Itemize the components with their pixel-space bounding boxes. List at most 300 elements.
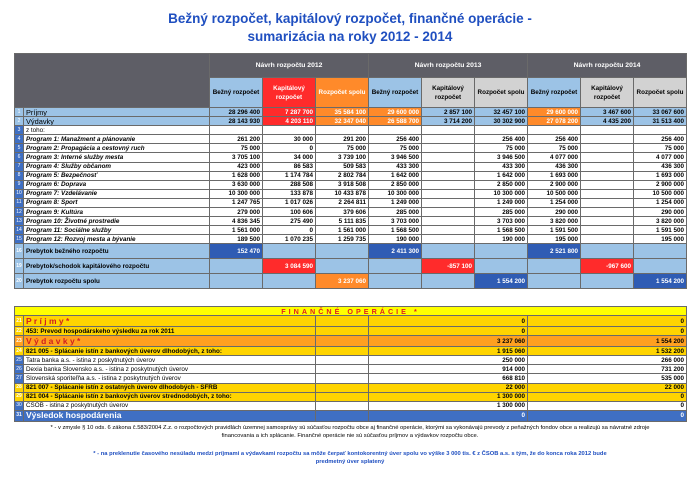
- row-label: Program 8: Šport: [24, 198, 210, 207]
- table-row: [15, 144, 687, 153]
- value-cell: 3 467 600: [581, 108, 634, 117]
- table-row: [15, 217, 687, 226]
- row-label: Program 3: Interné služby mesta: [24, 153, 210, 162]
- value-cell: 731 200: [528, 365, 687, 374]
- value-cell: 0: [369, 316, 528, 327]
- column-header: Kapitálový rozpočet: [422, 78, 475, 108]
- footnote-1-line-1: * - v zmysle § 10 ods. 6 zákona č.583/2004 Z.z. o rozpočtových pravidlách územnej samosprávy sú súčasťou rozpočtu obce aj finančné operácie, ktorými sa vykonávajú prevody z peňažných fondov obce a realizujú sa návratné zdroje: [50, 425, 650, 431]
- row-label: Program 2: Propagácia a cestovný ruch: [24, 144, 210, 153]
- value-cell: 4 203 110: [263, 117, 316, 126]
- row-number: 20: [15, 274, 24, 289]
- value-cell: [263, 244, 316, 259]
- column-header: Rozpočet spolu: [316, 78, 369, 108]
- value-cell: 26 588 700: [369, 117, 422, 126]
- value-cell: 433 300: [475, 162, 528, 171]
- value-cell: 668 810: [369, 374, 528, 383]
- value-cell: 28 296 400: [210, 108, 263, 117]
- value-cell: 3 820 000: [528, 217, 581, 226]
- value-cell: 3 237 060: [369, 336, 528, 347]
- value-cell: 2 411 300: [369, 244, 422, 259]
- value-cell: 1 568 500: [369, 226, 422, 235]
- value-cell: 10 300 000: [475, 189, 528, 198]
- row-number: 31: [15, 410, 24, 421]
- value-cell: [634, 259, 687, 274]
- row-number: 19: [15, 259, 24, 274]
- value-cell: 30 000: [263, 135, 316, 144]
- value-cell: [263, 126, 316, 135]
- row-label: Výdavky: [24, 117, 210, 126]
- year-header: Návrh rozpočtu 2013: [369, 54, 528, 78]
- table-row: [15, 208, 687, 217]
- value-cell: 1 693 000: [528, 171, 581, 180]
- empty-cell: [316, 410, 369, 421]
- value-cell: 1 249 000: [369, 198, 422, 207]
- footnote-2-line-2: predmetný úver splatený: [315, 459, 385, 465]
- value-cell: -857 100: [422, 259, 475, 274]
- value-cell: [475, 244, 528, 259]
- value-cell: 1 300 000: [369, 401, 528, 410]
- value-cell: 1 915 060: [369, 347, 528, 356]
- column-header: Rozpočet spolu: [475, 78, 528, 108]
- value-cell: 3 820 000: [634, 217, 687, 226]
- fin-row: [15, 401, 687, 410]
- value-cell: 256 400: [634, 135, 687, 144]
- value-cell: [316, 259, 369, 274]
- row-number: 7: [15, 162, 24, 171]
- value-cell: [581, 189, 634, 198]
- value-cell: [422, 189, 475, 198]
- value-cell: 423 000: [210, 162, 263, 171]
- value-cell: 436 300: [528, 162, 581, 171]
- row-number: 3: [15, 126, 24, 135]
- value-cell: 0: [263, 144, 316, 153]
- value-cell: 250 000: [369, 356, 528, 365]
- value-cell: [581, 274, 634, 289]
- fin-row: [15, 316, 687, 327]
- empty-cell: [316, 327, 369, 336]
- value-cell: [528, 274, 581, 289]
- row-label: Slovenská sporiteľňa a.s. - istina z poskytnutých úverov: [24, 374, 316, 383]
- empty-cell: [316, 383, 369, 392]
- value-cell: [369, 259, 422, 274]
- value-cell: 75 000: [634, 144, 687, 153]
- row-label: 453: Prevod hospodárskeho výsledku za rok 2011: [24, 327, 316, 336]
- row-number: 14: [15, 226, 24, 235]
- row-number: 8: [15, 171, 24, 180]
- value-cell: 75 000: [316, 144, 369, 153]
- value-cell: 29 600 000: [528, 108, 581, 117]
- value-cell: 3 703 000: [475, 217, 528, 226]
- value-cell: 1 561 000: [210, 226, 263, 235]
- value-cell: 35 584 100: [316, 108, 369, 117]
- value-cell: 100 606: [263, 208, 316, 217]
- column-header: Bežný rozpočet: [369, 78, 422, 108]
- value-cell: 285 000: [369, 208, 422, 217]
- value-cell: 275 490: [263, 217, 316, 226]
- value-cell: 10 433 878: [316, 189, 369, 198]
- value-cell: 2 850 000: [369, 180, 422, 189]
- value-cell: 190 000: [475, 235, 528, 244]
- row-label: ČSOB - istina z poskytnutých úverov: [24, 401, 316, 410]
- value-cell: 0: [263, 226, 316, 235]
- value-cell: 1 254 000: [634, 198, 687, 207]
- empty-cell: [316, 347, 369, 356]
- value-cell: 189 500: [210, 235, 263, 244]
- financial-operations-title: FINANČNÉ OPERÁCIE *: [15, 307, 687, 316]
- fin-row: [15, 383, 687, 392]
- value-cell: [422, 171, 475, 180]
- table-row: [15, 117, 687, 126]
- row-number: 16: [15, 244, 24, 259]
- year-header: Návrh rozpočtu 2012: [210, 54, 369, 78]
- row-label: 821 004 - Splácanie istín z bankových úverov strednodobých, z toho:: [24, 392, 316, 401]
- fin-row: [15, 374, 687, 383]
- value-cell: 256 400: [369, 135, 422, 144]
- value-cell: 1 628 000: [210, 171, 263, 180]
- value-cell: [369, 274, 422, 289]
- value-cell: 3 084 590: [263, 259, 316, 274]
- row-number: 22: [15, 327, 24, 336]
- value-cell: 1 554 200: [528, 336, 687, 347]
- value-cell: 75 000: [528, 144, 581, 153]
- row-number: 11: [15, 198, 24, 207]
- row-label: Výsledok hospodárenia: [24, 410, 316, 421]
- value-cell: 261 200: [210, 135, 263, 144]
- value-cell: 2 802 784: [316, 171, 369, 180]
- value-cell: 5 111 835: [316, 217, 369, 226]
- value-cell: 75 000: [369, 144, 422, 153]
- row-number: 29: [15, 392, 24, 401]
- footnote-2: [20, 450, 680, 466]
- value-cell: 291 200: [316, 135, 369, 144]
- row-label: Program 7: Vzdelávanie: [24, 189, 210, 198]
- empty-cell: [316, 392, 369, 401]
- fin-row: [15, 410, 687, 421]
- row-number: 13: [15, 217, 24, 226]
- fin-row: [15, 347, 687, 356]
- value-cell: [581, 244, 634, 259]
- row-label: 821 007 - Splácanie istín z ostatných úverov dlhodobých - ŠFRB: [24, 383, 316, 392]
- fin-row: [15, 336, 687, 347]
- footnote-1-line-2: financovania a ich splácanie. Finančné operácie nie sú súčasťou príjmov a výdavkov rozpočtu obce.: [221, 433, 479, 439]
- value-cell: [422, 126, 475, 135]
- value-cell: 75 000: [475, 144, 528, 153]
- value-cell: 2 900 000: [528, 180, 581, 189]
- value-cell: 3 714 200: [422, 117, 475, 126]
- value-cell: 2 521 800: [528, 244, 581, 259]
- value-cell: 34 000: [263, 153, 316, 162]
- value-cell: [581, 235, 634, 244]
- value-cell: [422, 180, 475, 189]
- value-cell: 0: [528, 410, 687, 421]
- value-cell: 1 254 000: [528, 198, 581, 207]
- value-cell: [581, 180, 634, 189]
- value-cell: [422, 226, 475, 235]
- value-cell: 1 642 000: [369, 171, 422, 180]
- row-label: Program 9: Kultúra: [24, 208, 210, 217]
- financial-operations-table: [14, 306, 687, 422]
- value-cell: 1 554 200: [634, 274, 687, 289]
- footnote-1: [20, 424, 680, 440]
- value-cell: 1 017 026: [263, 198, 316, 207]
- value-cell: [528, 126, 581, 135]
- budget-table: [14, 53, 687, 289]
- value-cell: 290 000: [528, 208, 581, 217]
- value-cell: [316, 244, 369, 259]
- value-cell: 22 000: [369, 383, 528, 392]
- row-label: Program 12: Rozvoj mesta a bývanie: [24, 235, 210, 244]
- value-cell: [422, 162, 475, 171]
- row-label: Program 6: Doprava: [24, 180, 210, 189]
- value-cell: [422, 208, 475, 217]
- empty-cell: [316, 374, 369, 383]
- row-number: 10: [15, 189, 24, 198]
- value-cell: 4 077 000: [528, 153, 581, 162]
- value-cell: 0: [369, 410, 528, 421]
- row-number: 4: [15, 135, 24, 144]
- value-cell: 2 264 811: [316, 198, 369, 207]
- table-row: [15, 153, 687, 162]
- value-cell: 1 591 500: [634, 226, 687, 235]
- value-cell: 3 946 500: [369, 153, 422, 162]
- value-cell: [422, 244, 475, 259]
- value-cell: 22 000: [528, 383, 687, 392]
- value-cell: 1 070 235: [263, 235, 316, 244]
- row-number: 9: [15, 180, 24, 189]
- value-cell: 10 300 000: [369, 189, 422, 198]
- value-cell: 29 600 000: [369, 108, 422, 117]
- value-cell: [475, 126, 528, 135]
- value-cell: 195 000: [528, 235, 581, 244]
- fin-row: [15, 327, 687, 336]
- value-cell: 433 300: [369, 162, 422, 171]
- value-cell: [581, 144, 634, 153]
- row-number: 23: [15, 336, 24, 347]
- empty-cell: [316, 336, 369, 347]
- value-cell: [634, 126, 687, 135]
- value-cell: 1 249 000: [475, 198, 528, 207]
- row-label: Program 11: Sociálne služby: [24, 226, 210, 235]
- row-number: 28: [15, 383, 24, 392]
- row-label: Príjmy: [24, 108, 210, 117]
- value-cell: [422, 274, 475, 289]
- table-row: [15, 108, 687, 117]
- table-row: [15, 259, 687, 274]
- table-row: [15, 162, 687, 171]
- value-cell: 1 300 000: [369, 392, 528, 401]
- value-cell: 1 247 765: [210, 198, 263, 207]
- value-cell: 288 508: [263, 180, 316, 189]
- value-cell: 1 591 500: [528, 226, 581, 235]
- value-cell: 32 347 040: [316, 117, 369, 126]
- value-cell: [581, 217, 634, 226]
- row-number: 15: [15, 235, 24, 244]
- value-cell: [581, 226, 634, 235]
- row-number: 26: [15, 365, 24, 374]
- table-row: [15, 235, 687, 244]
- row-number: 30: [15, 401, 24, 410]
- value-cell: 279 000: [210, 208, 263, 217]
- table-row: [15, 126, 687, 135]
- row-label: Program 4: Služby občanom: [24, 162, 210, 171]
- value-cell: 28 143 930: [210, 117, 263, 126]
- fin-row: [15, 392, 687, 401]
- value-cell: 4 077 000: [634, 153, 687, 162]
- fin-row: [15, 365, 687, 374]
- row-label: P r í j m y *: [24, 316, 316, 327]
- value-cell: [369, 126, 422, 135]
- fin-row: [15, 356, 687, 365]
- value-cell: 3 946 500: [475, 153, 528, 162]
- value-cell: 1 174 784: [263, 171, 316, 180]
- value-cell: 30 302 900: [475, 117, 528, 126]
- value-cell: 10 500 000: [528, 189, 581, 198]
- value-cell: 32 457 100: [475, 108, 528, 117]
- value-cell: [528, 259, 581, 274]
- value-cell: 33 067 600: [634, 108, 687, 117]
- row-number: 24: [15, 347, 24, 356]
- row-number: 6: [15, 153, 24, 162]
- value-cell: 290 000: [634, 208, 687, 217]
- table-row: [15, 274, 687, 289]
- value-cell: [634, 244, 687, 259]
- value-cell: [210, 274, 263, 289]
- row-number: 5: [15, 144, 24, 153]
- row-label: Tatra banka a.s. - istina z poskytnutých úverov: [24, 356, 316, 365]
- year-header: Návrh rozpočtu 2014: [528, 54, 687, 78]
- value-cell: 285 000: [475, 208, 528, 217]
- value-cell: [581, 171, 634, 180]
- value-cell: 914 000: [369, 365, 528, 374]
- value-cell: 1 693 000: [634, 171, 687, 180]
- value-cell: 0: [528, 401, 687, 410]
- row-label: Prebytok rozpočtu spolu: [24, 274, 210, 289]
- value-cell: 1 532 200: [528, 347, 687, 356]
- row-label: z toho:: [24, 126, 210, 135]
- value-cell: [581, 126, 634, 135]
- value-cell: 0: [528, 392, 687, 401]
- table-row: [15, 189, 687, 198]
- value-cell: 7 287 700: [263, 108, 316, 117]
- value-cell: [263, 274, 316, 289]
- table-row: [15, 198, 687, 207]
- column-header: Kapitálový rozpočet: [581, 78, 634, 108]
- empty-cell: [316, 316, 369, 327]
- value-cell: 27 078 200: [528, 117, 581, 126]
- value-cell: [581, 162, 634, 171]
- value-cell: 379 606: [316, 208, 369, 217]
- row-number: 25: [15, 356, 24, 365]
- value-cell: [581, 153, 634, 162]
- row-label: V ý d a v k y *: [24, 336, 316, 347]
- column-header: Bežný rozpočet: [210, 78, 263, 108]
- row-number: 1: [15, 108, 24, 117]
- value-cell: 133 878: [263, 189, 316, 198]
- row-label: Program 5: Bezpečnosť: [24, 171, 210, 180]
- value-cell: 75 000: [210, 144, 263, 153]
- value-cell: 4 836 345: [210, 217, 263, 226]
- value-cell: 4 435 200: [581, 117, 634, 126]
- column-header: Rozpočet spolu: [634, 78, 687, 108]
- value-cell: 190 000: [369, 235, 422, 244]
- value-cell: 1 642 000: [475, 171, 528, 180]
- value-cell: [422, 217, 475, 226]
- table-row: [15, 226, 687, 235]
- table-row: [15, 171, 687, 180]
- value-cell: 2 857 100: [422, 108, 475, 117]
- row-label: Prebytok/schodok kapitálového rozpočtu: [24, 259, 210, 274]
- value-cell: 509 583: [316, 162, 369, 171]
- column-header: Kapitálový rozpočet: [263, 78, 316, 108]
- value-cell: [210, 259, 263, 274]
- title-line-2: sumarizácia na roky 2012 - 2014: [247, 29, 453, 44]
- value-cell: 152 470: [210, 244, 263, 259]
- row-label: Program 10: Životné prostredie: [24, 217, 210, 226]
- value-cell: 3 630 000: [210, 180, 263, 189]
- row-number: 27: [15, 374, 24, 383]
- value-cell: 1 568 500: [475, 226, 528, 235]
- value-cell: [210, 126, 263, 135]
- value-cell: [422, 235, 475, 244]
- value-cell: 31 513 400: [634, 117, 687, 126]
- column-header: Bežný rozpočet: [528, 78, 581, 108]
- row-number: 2: [15, 117, 24, 126]
- value-cell: 195 000: [634, 235, 687, 244]
- row-number: 12: [15, 208, 24, 217]
- value-cell: 436 300: [634, 162, 687, 171]
- value-cell: 0: [369, 327, 528, 336]
- value-cell: [422, 135, 475, 144]
- value-cell: 1 259 735: [316, 235, 369, 244]
- value-cell: 2 850 000: [475, 180, 528, 189]
- value-cell: 86 583: [263, 162, 316, 171]
- table-row: [15, 180, 687, 189]
- value-cell: 3 703 000: [369, 217, 422, 226]
- footnote-2-line-1: * - na preklenutie časového nesúladu medzi príjmami a výdavkami rozpočtu sa môže čerpať kontokorentný úver spolu vo výške 3 000 tis. € z ČSOB a.s. s tým, že do konca roka 2012 bude: [93, 451, 607, 457]
- table-row: [15, 244, 687, 259]
- empty-cell: [316, 356, 369, 365]
- row-label: Dexia banka Slovensko a.s. - istina z poskytnutých úverov: [24, 365, 316, 374]
- value-cell: 256 400: [475, 135, 528, 144]
- row-label: 821 005 - Splácanie istín z bankových úverov dlhodobých, z toho:: [24, 347, 316, 356]
- row-number: 21: [15, 316, 24, 327]
- value-cell: 1 561 000: [316, 226, 369, 235]
- header-spacer: [15, 54, 210, 108]
- row-label: Prebytok bežného rozpočtu: [24, 244, 210, 259]
- value-cell: 10 300 000: [210, 189, 263, 198]
- value-cell: 256 400: [528, 135, 581, 144]
- value-cell: [475, 259, 528, 274]
- value-cell: [316, 126, 369, 135]
- value-cell: 3 918 508: [316, 180, 369, 189]
- title-line-1: Bežný rozpočet, kapitálový rozpočet, finančné operácie -: [168, 11, 532, 26]
- value-cell: 266 000: [528, 356, 687, 365]
- value-cell: 3 237 060: [316, 274, 369, 289]
- value-cell: 1 554 200: [475, 274, 528, 289]
- value-cell: [581, 208, 634, 217]
- table-row: [15, 135, 687, 144]
- value-cell: 2 900 000: [634, 180, 687, 189]
- value-cell: [422, 144, 475, 153]
- value-cell: 535 000: [528, 374, 687, 383]
- value-cell: 10 500 000: [634, 189, 687, 198]
- value-cell: [581, 135, 634, 144]
- empty-cell: [316, 401, 369, 410]
- value-cell: 3 739 100: [316, 153, 369, 162]
- value-cell: 0: [528, 327, 687, 336]
- value-cell: -967 600: [581, 259, 634, 274]
- value-cell: 0: [528, 316, 687, 327]
